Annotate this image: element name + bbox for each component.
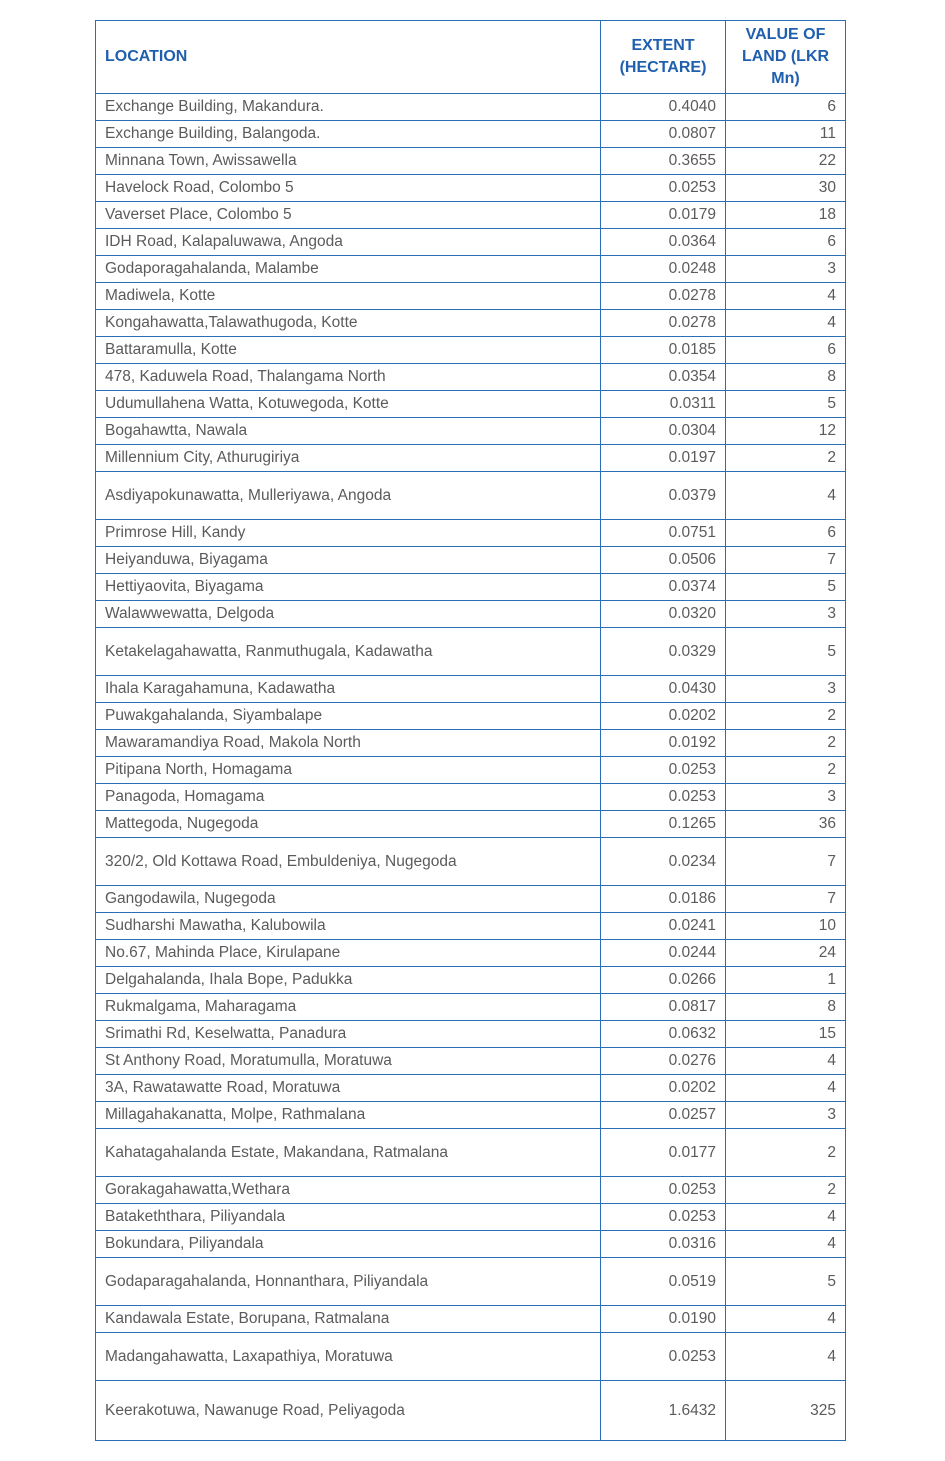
land-holdings-table bbox=[95, 20, 846, 1441]
extent-cell: 0.0241 bbox=[601, 913, 726, 940]
location-cell: Batakeththara, Piliyandala bbox=[96, 1204, 601, 1231]
table-row bbox=[96, 1258, 846, 1306]
extent-cell: 0.0276 bbox=[601, 1048, 726, 1075]
location-cell: Bogahawtta, Nawala bbox=[96, 418, 601, 445]
location-cell: Vaverset Place, Colombo 5 bbox=[96, 202, 601, 229]
value-cell: 3 bbox=[726, 784, 846, 811]
location-cell: Millagahakanatta, Molpe, Rathmalana bbox=[96, 1102, 601, 1129]
table-row bbox=[96, 391, 846, 418]
table-row bbox=[96, 418, 846, 445]
table-row bbox=[96, 628, 846, 676]
value-cell: 6 bbox=[726, 337, 846, 364]
location-cell: Exchange Building, Balangoda. bbox=[96, 121, 601, 148]
location-cell: Minnana Town, Awissawella bbox=[96, 148, 601, 175]
location-cell: Pitipana North, Homagama bbox=[96, 757, 601, 784]
value-cell: 3 bbox=[726, 601, 846, 628]
extent-cell: 0.0751 bbox=[601, 520, 726, 547]
extent-cell: 0.0244 bbox=[601, 940, 726, 967]
extent-cell: 0.0248 bbox=[601, 256, 726, 283]
value-cell: 5 bbox=[726, 1258, 846, 1306]
value-cell: 2 bbox=[726, 703, 846, 730]
table-row bbox=[96, 1381, 846, 1441]
table-row bbox=[96, 283, 846, 310]
location-cell: Millennium City, Athurugiriya bbox=[96, 445, 601, 472]
value-cell: 2 bbox=[726, 730, 846, 757]
extent-cell: 0.1265 bbox=[601, 811, 726, 838]
table-row bbox=[96, 310, 846, 337]
table-row bbox=[96, 601, 846, 628]
value-cell: 4 bbox=[726, 1333, 846, 1381]
location-cell: Heiyanduwa, Biyagama bbox=[96, 547, 601, 574]
table-row bbox=[96, 994, 846, 1021]
location-cell: 478, Kaduwela Road, Thalangama North bbox=[96, 364, 601, 391]
extent-cell: 0.0374 bbox=[601, 574, 726, 601]
table-row bbox=[96, 1102, 846, 1129]
value-cell: 6 bbox=[726, 94, 846, 121]
location-cell: Puwakgahalanda, Siyambalape bbox=[96, 703, 601, 730]
extent-cell: 0.0197 bbox=[601, 445, 726, 472]
value-cell: 4 bbox=[726, 1075, 846, 1102]
value-cell: 30 bbox=[726, 175, 846, 202]
table-row bbox=[96, 1021, 846, 1048]
location-cell: Delgahalanda, Ihala Bope, Padukka bbox=[96, 967, 601, 994]
extent-cell: 0.0278 bbox=[601, 283, 726, 310]
header-extent: EXTENT (HECTARE) bbox=[601, 21, 726, 94]
value-cell: 6 bbox=[726, 520, 846, 547]
extent-cell: 0.0304 bbox=[601, 418, 726, 445]
location-cell: Sudharshi Mawatha, Kalubowila bbox=[96, 913, 601, 940]
table-row bbox=[96, 256, 846, 283]
table-row bbox=[96, 520, 846, 547]
value-cell: 7 bbox=[726, 886, 846, 913]
table-row bbox=[96, 202, 846, 229]
location-cell: Bokundara, Piliyandala bbox=[96, 1231, 601, 1258]
location-cell: Kahatagahalanda Estate, Makandana, Ratmalana bbox=[96, 1129, 601, 1177]
value-cell: 7 bbox=[726, 838, 846, 886]
table-row bbox=[96, 547, 846, 574]
extent-cell: 0.3655 bbox=[601, 148, 726, 175]
extent-cell: 0.0316 bbox=[601, 1231, 726, 1258]
extent-cell: 0.0202 bbox=[601, 703, 726, 730]
extent-cell: 0.0430 bbox=[601, 676, 726, 703]
value-cell: 12 bbox=[726, 418, 846, 445]
extent-cell: 0.0253 bbox=[601, 1333, 726, 1381]
table-row bbox=[96, 1231, 846, 1258]
header-location: LOCATION bbox=[96, 21, 601, 94]
location-cell: Rukmalgama, Maharagama bbox=[96, 994, 601, 1021]
table-row bbox=[96, 784, 846, 811]
extent-cell: 0.0190 bbox=[601, 1306, 726, 1333]
table-row bbox=[96, 1306, 846, 1333]
location-cell: Mawaramandiya Road, Makola North bbox=[96, 730, 601, 757]
extent-cell: 0.4040 bbox=[601, 94, 726, 121]
extent-cell: 0.0202 bbox=[601, 1075, 726, 1102]
location-cell: Exchange Building, Makandura. bbox=[96, 94, 601, 121]
table-row bbox=[96, 121, 846, 148]
table-row bbox=[96, 472, 846, 520]
location-cell: Asdiyapokunawatta, Mulleriyawa, Angoda bbox=[96, 472, 601, 520]
location-cell: Ihala Karagahamuna, Kadawatha bbox=[96, 676, 601, 703]
value-cell: 4 bbox=[726, 1204, 846, 1231]
extent-cell: 0.0253 bbox=[601, 175, 726, 202]
table-header-row bbox=[96, 21, 846, 94]
extent-cell: 0.0186 bbox=[601, 886, 726, 913]
location-cell: Keerakotuwa, Nawanuge Road, Peliyagoda bbox=[96, 1381, 601, 1441]
table-row bbox=[96, 175, 846, 202]
value-cell: 6 bbox=[726, 229, 846, 256]
location-cell: No.67, Mahinda Place, Kirulapane bbox=[96, 940, 601, 967]
value-cell: 4 bbox=[726, 310, 846, 337]
extent-cell: 0.0185 bbox=[601, 337, 726, 364]
value-cell: 4 bbox=[726, 1048, 846, 1075]
table-row bbox=[96, 757, 846, 784]
land-table-container bbox=[95, 20, 845, 1441]
value-cell: 325 bbox=[726, 1381, 846, 1441]
extent-cell: 0.0632 bbox=[601, 1021, 726, 1048]
value-cell: 5 bbox=[726, 391, 846, 418]
extent-cell: 0.0817 bbox=[601, 994, 726, 1021]
extent-cell: 1.6432 bbox=[601, 1381, 726, 1441]
value-cell: 10 bbox=[726, 913, 846, 940]
table-row bbox=[96, 838, 846, 886]
location-cell: Panagoda, Homagama bbox=[96, 784, 601, 811]
table-row bbox=[96, 940, 846, 967]
value-cell: 2 bbox=[726, 445, 846, 472]
extent-cell: 0.0192 bbox=[601, 730, 726, 757]
location-cell: Primrose Hill, Kandy bbox=[96, 520, 601, 547]
location-cell: Godaparagahalanda, Honnanthara, Piliyandala bbox=[96, 1258, 601, 1306]
location-cell: IDH Road, Kalapaluwawa, Angoda bbox=[96, 229, 601, 256]
location-cell: Mattegoda, Nugegoda bbox=[96, 811, 601, 838]
extent-cell: 0.0354 bbox=[601, 364, 726, 391]
value-cell: 4 bbox=[726, 1231, 846, 1258]
location-cell: Hettiyaovita, Biyagama bbox=[96, 574, 601, 601]
location-cell: Kandawala Estate, Borupana, Ratmalana bbox=[96, 1306, 601, 1333]
location-cell: Madangahawatta, Laxapathiya, Moratuwa bbox=[96, 1333, 601, 1381]
extent-cell: 0.0253 bbox=[601, 757, 726, 784]
extent-cell: 0.0807 bbox=[601, 121, 726, 148]
extent-cell: 0.0311 bbox=[601, 391, 726, 418]
extent-cell: 0.0519 bbox=[601, 1258, 726, 1306]
extent-cell: 0.0320 bbox=[601, 601, 726, 628]
value-cell: 5 bbox=[726, 628, 846, 676]
extent-cell: 0.0329 bbox=[601, 628, 726, 676]
location-cell: Walawwewatta, Delgoda bbox=[96, 601, 601, 628]
value-cell: 3 bbox=[726, 676, 846, 703]
location-cell: Udumullahena Watta, Kotuwegoda, Kotte bbox=[96, 391, 601, 418]
table-row bbox=[96, 703, 846, 730]
location-cell: St Anthony Road, Moratumulla, Moratuwa bbox=[96, 1048, 601, 1075]
table-row bbox=[96, 913, 846, 940]
table-row bbox=[96, 1204, 846, 1231]
table-row bbox=[96, 676, 846, 703]
extent-cell: 0.0253 bbox=[601, 1177, 726, 1204]
value-cell: 7 bbox=[726, 547, 846, 574]
value-cell: 5 bbox=[726, 574, 846, 601]
table-row bbox=[96, 1177, 846, 1204]
value-cell: 2 bbox=[726, 757, 846, 784]
extent-cell: 0.0257 bbox=[601, 1102, 726, 1129]
location-cell: Madiwela, Kotte bbox=[96, 283, 601, 310]
location-cell: Godaporagahalanda, Malambe bbox=[96, 256, 601, 283]
table-row bbox=[96, 1048, 846, 1075]
table-row bbox=[96, 1333, 846, 1381]
value-cell: 8 bbox=[726, 364, 846, 391]
table-row bbox=[96, 1075, 846, 1102]
value-cell: 8 bbox=[726, 994, 846, 1021]
extent-cell: 0.0253 bbox=[601, 1204, 726, 1231]
extent-cell: 0.0278 bbox=[601, 310, 726, 337]
value-cell: 4 bbox=[726, 283, 846, 310]
extent-cell: 0.0266 bbox=[601, 967, 726, 994]
value-cell: 24 bbox=[726, 940, 846, 967]
location-cell: Srimathi Rd, Keselwatta, Panadura bbox=[96, 1021, 601, 1048]
table-row bbox=[96, 574, 846, 601]
table-row bbox=[96, 967, 846, 994]
value-cell: 3 bbox=[726, 1102, 846, 1129]
value-cell: 3 bbox=[726, 256, 846, 283]
header-value: VALUE OF LAND (LKR Mn) bbox=[726, 21, 846, 94]
table-row bbox=[96, 94, 846, 121]
location-cell: Gangodawila, Nugegoda bbox=[96, 886, 601, 913]
location-cell: Ketakelagahawatta, Ranmuthugala, Kadawatha bbox=[96, 628, 601, 676]
location-cell: Havelock Road, Colombo 5 bbox=[96, 175, 601, 202]
extent-cell: 0.0177 bbox=[601, 1129, 726, 1177]
location-cell: 3A, Rawatawatte Road, Moratuwa bbox=[96, 1075, 601, 1102]
table-row bbox=[96, 148, 846, 175]
table-body bbox=[96, 94, 846, 1441]
value-cell: 11 bbox=[726, 121, 846, 148]
extent-cell: 0.0379 bbox=[601, 472, 726, 520]
table-row bbox=[96, 337, 846, 364]
extent-cell: 0.0179 bbox=[601, 202, 726, 229]
table-row bbox=[96, 229, 846, 256]
location-cell: Battaramulla, Kotte bbox=[96, 337, 601, 364]
location-cell: 320/2, Old Kottawa Road, Embuldeniya, Nugegoda bbox=[96, 838, 601, 886]
value-cell: 2 bbox=[726, 1177, 846, 1204]
table-row bbox=[96, 811, 846, 838]
extent-cell: 0.0506 bbox=[601, 547, 726, 574]
extent-cell: 0.0364 bbox=[601, 229, 726, 256]
table-row bbox=[96, 445, 846, 472]
table-row bbox=[96, 730, 846, 757]
table-row bbox=[96, 364, 846, 391]
value-cell: 4 bbox=[726, 1306, 846, 1333]
location-cell: Kongahawatta,Talawathugoda, Kotte bbox=[96, 310, 601, 337]
value-cell: 1 bbox=[726, 967, 846, 994]
extent-cell: 0.0253 bbox=[601, 784, 726, 811]
extent-cell: 0.0234 bbox=[601, 838, 726, 886]
table-row bbox=[96, 1129, 846, 1177]
value-cell: 22 bbox=[726, 148, 846, 175]
table-row bbox=[96, 886, 846, 913]
value-cell: 2 bbox=[726, 1129, 846, 1177]
location-cell: Gorakagahawatta,Wethara bbox=[96, 1177, 601, 1204]
value-cell: 4 bbox=[726, 472, 846, 520]
value-cell: 15 bbox=[726, 1021, 846, 1048]
value-cell: 36 bbox=[726, 811, 846, 838]
value-cell: 18 bbox=[726, 202, 846, 229]
